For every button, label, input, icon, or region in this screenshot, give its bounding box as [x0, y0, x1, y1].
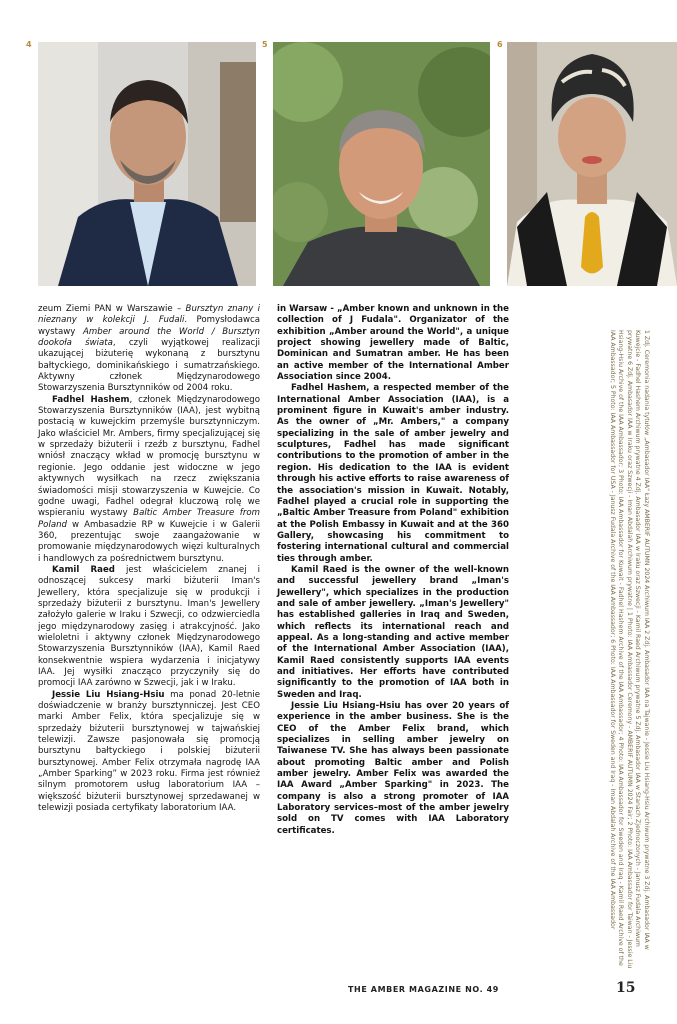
polish-paragraph-fadhel: Fadhel Hashem, członek Międzynarodowego Stowarzyszenia Bursztynników (IAA), jest wybitną postacią w kuwejckim przemyśle bursztynniczym. Jako właściciel Mr. Ambers, firmy specjalizującej się w sprzedaży biżuterii i rzeźb z bursztynu, Fadhel wniósł znaczący wkład w promocję bursztynu w regionie. Jego oddanie jest widoczne w jego aktywnych wysiłkach na rzecz zwiększania świadomości misji stowarzyszenia w Kuwejcie. Co godne uwagi, Fadhel odegrał kluczową rolę we wspieraniu wystawy Baltic Amber Treasure from Poland w Ambasadzie RP w Kuwejcie i w Galerii 360, prezentując swoje zaangażowanie w promowanie międzynarodowych więzi kulturalnych i handlowych za pośrednictwem bursztynu.: [38, 394, 260, 564]
photo-number-5: 5: [262, 40, 268, 49]
photo-credits: 1 Zdj. Ceremonia nadania tytułów „Ambasador IAA" Łazy AMBERIF AUTUMN 2024 Archiwum IAA 2 Zdj. Ambasador IAA na Tajwanie - Jessie Liu Hsiang-Hsiu Archiwum prywatne 3 Zdj. Ambasador IAA w Kuwejcie - Fadhel Hashem Archiwum prywatne 4 Zdj. Ambasador IAA w Iraku oraz Szwecji - Kamil Raed Archiwum prywatne 5 Zdj. Ambasador IAA w Stanach Zjednoczonych - Janusz Fudala Archiwum prywatne 6 Zdj. Ambasador IAA w Iraku oraz Szwecji - Iman Abdalah Archiwum prywatne | 1 Photo: IAA Ambassador Ceremony - AMBERIF AUTUMN 2024 Fair; 2 Photo: IAA Ambassador for Taiwan - Jessie Liu Hsiang-Hsiu Archive of the IAA Ambassador; 3 Photo: IAA Ambassador for Kuwait - Fadhel Hashem Archive of the IAA Ambassador; 4 Photo: IAA Ambassador for Sweden and Iraq - Kamil Raed Archive of the IAA Ambassador; 5 Photo: IAA Ambassador for USA - Janusz Fudala Archive of the IAA Ambassador; 6 Photo: IAA Ambassador for Sweden and Iraq - Iman Abdalah Archive of the IAA Ambassador: [608, 330, 650, 969]
magazine-footer-title: THE AMBER MAGAZINE NO. 49: [348, 985, 499, 994]
english-text-column: [277, 304, 509, 837]
english-paragraph-1: in Warsaw - „Amber known and unknown in the collection of J Fudala". Organizator of the exhibition „Amber around the World", a unique project showing jewellery made of Baltic, Dominican and Sumatran amber. He has been an active member of the International Amber Association since 2004.: [277, 304, 509, 383]
english-paragraph-jessie: Jessie Liu Hsiang-Hsiu has over 20 years of experience in the amber business. She is the CEO of the Amber Felix brand, which specializes in selling amber jewelry on Taiwanese TV. She has always been passionate about promoting Baltic amber and Polish amber jewelry. Amber Felix was awarded the IAA Award „Amber Sparking" in 2023. The company is also a strong promoter of IAA Laboratory services–most of the amber jewelry sold on TV comes with IAA Laboratory certificates.: [277, 701, 509, 836]
polish-paragraph-jessie: Jessie Liu Hsiang-Hsiu ma ponad 20-letnie doświadczenie w branży bursztynniczej. Jest CEO marki Amber Felix, która specjalizuje się w sprzedaży biżuterii bursztynowej w tajwańskiej telewizji. Zawsze pasjonowała się promocją bursztynu bałtyckiego i polskiej biżuterii bursztynowej. Amber Felix otrzymała nagrodę IAA „Amber Sparking” w 2023 roku. Firma jest również silnym promotorem usług laboratorium IAA – większość biżuterii bursztynowej sprzedawanej w telewizji posiada certyfikaty laboratorium IAA.: [38, 689, 260, 814]
photo-credits-wrapper: [560, 330, 660, 970]
polish-paragraph-1: zeum Ziemi PAN w Warszawie – Bursztyn znany i nieznany w kolekcji J. Fudali. Pomysłodawca wystawy Amber around the World / Bursztyn dookoła świata, czyli wyjątkowej realizacji ukazującej biżuterię wykonaną z bursztynu bałtyckiego, dominikańskiego i sumatrzańskiego. Aktywny członek Międzynarodowego Stowarzyszenia Bursztynników od 2004 roku.: [38, 304, 261, 394]
english-paragraph-kamil: Kamil Raed is the owner of the well-known and successful jewellery brand „Iman's Jewellery", which specializes in the production and sale of amber jewellery. „Iman's Jewellery" has established galleries in Iraq and Sweden, which reflects its international reach and appeal. As a long-standing and active member of the International Amber Association (IAA), Kamil Raed consistently supports IAA events and initiatives. Her efforts have contributed significantly to the promotion of IAA both in Sweden and Iraq.: [277, 564, 510, 700]
polish-paragraph-kamil: Kamil Raed jest właścicielem znanej i odnoszącej sukcesy marki biżuterii Iman's Jewellery, która specjalizuje się w produkcji i sprzedaży biżuterii z bursztynu. Iman's Jewellery założyło galerie w Iraku i Szwecji, co odzwierciedla jego międzynarodowy zasięg i atrakcyjność. Jako wieloletni i aktywny członek Międzynarodowego Stowarzyszenia Bursztynników (IAA), Kamil Raed konsekwentnie wspiera wydarzenia i inicjatywy IAA. Jej wysiłki znacząco przyczyniły się do promocji IAA zarówno w Szwecji, jak i w Iraku.: [38, 564, 260, 689]
english-paragraph-fadhel: Fadhel Hashem, a respected member of the International Amber Association (IAA), is a prominent figure in Kuwait's amber industry. As the owner of „Mr. Ambers," a company specializing in the sale of amber jewelry and sculptures, Fadhel has made significant contributions to the promotion of amber in the region. His dedication to the IAA is evident through his active efforts to raise awareness of the association's mission in Kuwait. Notably, Fadhel played a crucial role in supporting the „Baltic Amber Treasure from Poland" exhibition at the Polish Embassy in Kuwait and at the 360 Gallery, showcasing his commitment to fostering international cultural and commercial ties through amber.: [277, 383, 509, 564]
portrait-photo-jessie-liu: [507, 42, 677, 286]
photo-number-4: 4: [26, 40, 32, 49]
portrait-photo-fadhel-hashem: [273, 42, 490, 286]
portrait-photo-kamil-raed: [38, 42, 256, 286]
photo-number-6: 6: [497, 40, 503, 49]
polish-text-column: [38, 304, 260, 814]
page-number: 15: [616, 980, 636, 996]
